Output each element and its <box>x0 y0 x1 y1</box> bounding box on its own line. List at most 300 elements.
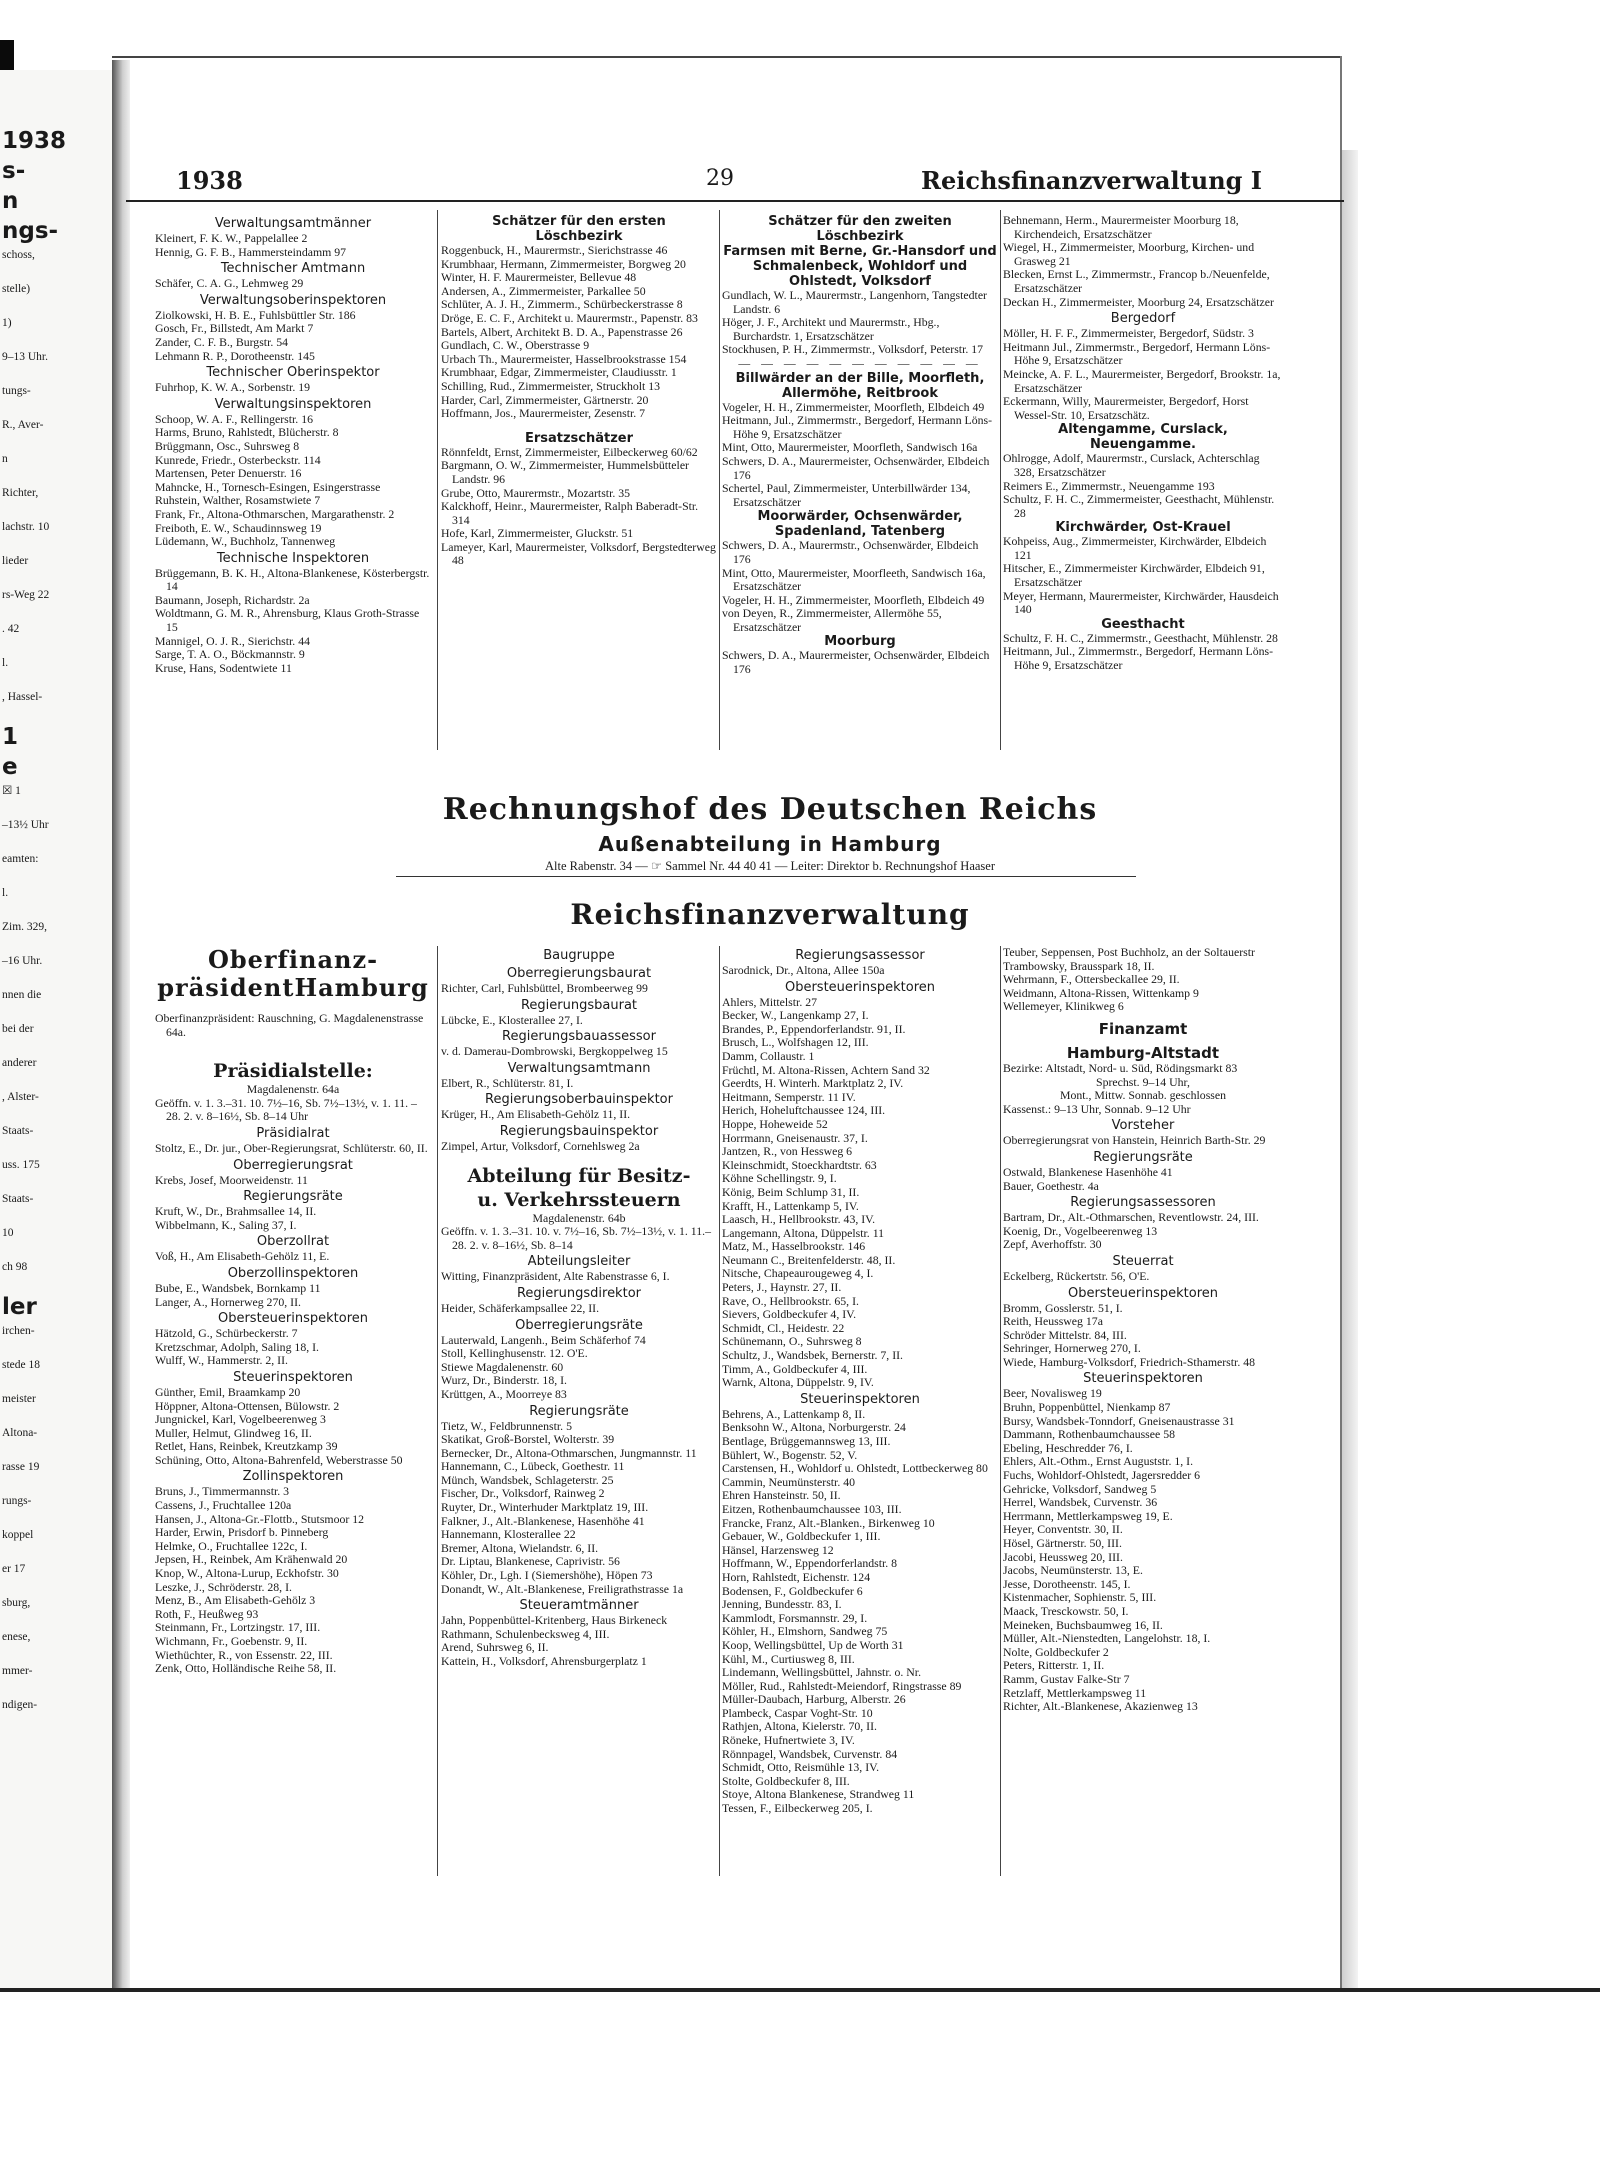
section-heading: Regierungsräte <box>529 1403 629 1419</box>
directory-entry: Meyer, Hermann, Maurermeister, Kirchwärder, Hausdeich 140 <box>1003 588 1279 617</box>
directory-entry: Kühl, M., Curtiusweg 8, III. <box>722 1651 855 1666</box>
section-heading: Regierungsassessoren <box>1070 1195 1216 1211</box>
column-divider <box>719 946 720 1876</box>
section-heading: Oberregierungsrat <box>233 1157 353 1173</box>
directory-entry: Ostwald, Blankenese Hasenhöhe 41 <box>1003 1164 1173 1179</box>
directory-entry: Timm, A., Goldbeckufer 4, III. <box>722 1361 868 1376</box>
spacer <box>155 1039 431 1049</box>
top-column-2 <box>441 214 717 568</box>
previous-page-fragment: rs-Weg 22 <box>2 589 50 601</box>
directory-entry: Jesse, Dorotheenstr. 145, I. <box>1003 1576 1131 1591</box>
directory-entry: Muller, Helmut, Glindweg 16, II. <box>155 1425 312 1440</box>
directory-entry: Bruhn, Poppenbüttel, Nienkamp 87 <box>1003 1400 1171 1415</box>
directory-entry: Ehlers, Alt.-Othm., Ernst Auguststr. 1, I. <box>1003 1454 1194 1469</box>
centered-note: Sprechst. 9–14 Uhr, <box>1096 1074 1190 1089</box>
directory-entry: Matz, M., Hasselbrookstr. 146 <box>722 1239 866 1254</box>
directory-entry: Hoffmann, Jos., Maurermeister, Zesenstr. 7 <box>441 406 646 421</box>
directory-entry: Andersen, A., Zimmermeister, Parkallee 50 <box>441 283 646 298</box>
directory-entry: Deckan H., Zimmermeister, Moorburg 24, Ersatzschätzer <box>1003 294 1274 309</box>
directory-entry: Nitsche, Chapeaurougeweg 4, I. <box>722 1266 874 1281</box>
directory-entry: Nolte, Goldbeckufer 2 <box>1003 1644 1109 1659</box>
section-heading: Obersteuerinspektoren <box>217 1311 369 1327</box>
top-column-4 <box>1003 214 1283 673</box>
previous-page-fragment: Staats- <box>2 1193 34 1205</box>
directory-entry: Behnemann, Herm., Maurermeister Moorburg 18, Kirchendeich, Ersatzschätzer <box>1003 213 1239 241</box>
directory-entry: Eckermann, Willy, Maurermeister, Bergedorf, Horst Wessel-Str. 10, Ersatzschätz. <box>1003 394 1249 422</box>
directory-entry: Bezirke: Altstadt, Nord- u. Süd, Rödingsmarkt 83 <box>1003 1060 1238 1075</box>
directory-entry: Herrmann, Mettlerkampsweg 19, E. <box>1003 1508 1173 1523</box>
previous-page-fragment: er 17 <box>2 1563 26 1575</box>
directory-entry: Sievers, Goldbeckufer 4, IV. <box>722 1307 857 1322</box>
directory-entry: Schwers, D. A., Maurermeister, Ochsenwärder, Elbdeich 176 <box>722 453 990 482</box>
section-heading: Schätzer für den zweiten <box>768 214 952 229</box>
directory-entry: Kunrede, Friedr., Osterbeckstr. 114 <box>155 452 321 467</box>
section-heading: Obersteuerinspektoren <box>784 979 936 995</box>
directory-entry: Elbert, R., Schlüterstr. 81, I. <box>441 1075 574 1090</box>
directory-entry: Knop, W., Altona-Lurup, Eckhofstr. 30 <box>155 1566 339 1581</box>
directory-entry: Schultz, J., Wandsbek, Bernerstr. 7, II. <box>722 1348 903 1363</box>
directory-entry: Heitmann, Semperstr. 11 IV. <box>722 1089 856 1104</box>
directory-entry: Kohpeiss, Aug., Zimmermeister, Kirchwärder, Elbdeich 121 <box>1003 534 1267 562</box>
directory-entry: Zimpel, Artur, Volksdorf, Cornehlsweg 2a <box>441 1138 640 1153</box>
directory-entry: Lüdemann, W., Buchholz, Tannenweg <box>155 534 336 549</box>
previous-page-fragment: 10 <box>2 1227 14 1239</box>
directory-entry: Lauterwald, Langenh., Beim Schäferhof 74 <box>441 1332 646 1347</box>
directory-entry: Koop, Wellingsbüttel, Up de Worth 31 <box>722 1637 904 1652</box>
directory-entry: Bernecker, Dr., Altona-Othmarschen, Jungmannstr. 11 <box>441 1445 697 1460</box>
header-rule <box>126 200 1344 202</box>
directory-entry: Fuhrhop, K. W. A., Sorbenstr. 19 <box>155 380 311 395</box>
directory-entry: Wichmann, Fr., Goebenstr. 9, II. <box>155 1634 308 1648</box>
directory-entry: Bartram, Dr., Alt.-Othmarschen, Reventlowstr. 24, III. <box>1003 1210 1259 1225</box>
directory-entry: Höger, J. F., Architekt und Maurermstr., Hbg., Burchardstr. 1, Ersatzschätzer <box>722 315 940 343</box>
directory-entry: Zenk, Otto, Holländische Reihe 58, II. <box>155 1661 337 1676</box>
office-title: präsidentHamburg <box>157 973 429 1002</box>
directory-entry: Wibbelmann, K., Saling 37, I. <box>155 1217 297 1232</box>
bottom-column-1 <box>155 946 431 1676</box>
directory-entry: Carstensen, H., Wohldorf u. Ohlstedt, Lottbeckerweg 80 <box>722 1461 988 1476</box>
directory-entry: Heyer, Conventstr. 30, II. <box>1003 1522 1123 1537</box>
directory-entry: Wiede, Hamburg-Volksdorf, Friedrich-Sthamerstr. 48 <box>1003 1354 1256 1369</box>
directory-entry: Peters, J., Haynstr. 27, II. <box>722 1280 842 1295</box>
column-divider <box>1000 210 1001 750</box>
directory-entry: Wiethüchter, R., von Essenstr. 22, III. <box>155 1647 333 1662</box>
section-heading: Steuerinspektoren <box>800 1391 920 1407</box>
directory-entry: Teuber, Seppensen, Post Buchholz, an der Soltauerstr <box>1003 945 1255 959</box>
section-heading: Ersatzschätzer <box>524 430 634 446</box>
directory-entry: Mint, Otto, Maurermeister, Moorfleth, Sandwisch 16a <box>722 440 978 455</box>
directory-entry: Schoop, W. A. F., Rellingerstr. 16 <box>155 411 313 426</box>
directory-entry: Müller-Daubach, Harburg, Alberstr. 26 <box>722 1692 906 1707</box>
directory-entry: Rathmann, Schulenbecksweg 4, III. <box>441 1626 610 1641</box>
directory-entry: Stoll, Kellinghusenstr. 12. O'E. <box>441 1346 588 1361</box>
directory-entry: Heitmann, Jul., Zimmermstr., Bergedorf, Hermann Löns-Höhe 9, Ersatzschätzer <box>722 413 993 441</box>
section-heading: Oberzollrat <box>256 1234 330 1250</box>
directory-entry: Bühlert, W., Bogenstr. 52, V. <box>722 1447 858 1462</box>
directory-entry: Urbach Th., Maurermeister, Hasselbrookstrasse 154 <box>441 351 687 366</box>
section-heading: Farmsen mit Berne, Gr.-Hansdorf und Schmalenbeck, Wohldorf und Ohlstedt, Volksdorf <box>723 244 997 289</box>
section-heading: Verwaltungsamtmann <box>507 1060 651 1076</box>
directory-entry: Tietz, W., Feldbrunnenstr. 5 <box>441 1418 572 1433</box>
directory-entry: Schultz, F. H. C., Zimmermstr., Geesthacht, Mühlenstr. 28 <box>1003 630 1278 645</box>
directory-entry: Wiegel, H., Zimmermeister, Moorburg, Kirchen- und Grasweg 21 <box>1003 240 1255 268</box>
directory-entry: Kassenst.: 9–13 Uhr, Sonnab. 9–12 Uhr <box>1003 1101 1191 1116</box>
section-heading: Oberregierungsräte <box>515 1317 643 1333</box>
previous-page-fragment: Staats- <box>2 1125 34 1137</box>
previous-page-fragment: n <box>2 188 19 214</box>
directory-entry: Schultz, F. H. C., Zimmermeister, Geesthacht, Mühlenstr. 28 <box>1003 492 1275 520</box>
previous-page-fragment: l. <box>2 887 9 899</box>
directory-entry: Schwers, D. A., Maurermeister, Ochsenwärder, Elbdeich 176 <box>722 648 990 677</box>
directory-entry: Möller, Rud., Rahlstedt-Meiendorf, Ringstrasse 89 <box>722 1678 962 1693</box>
previous-page-fragment: stelle) <box>2 283 31 295</box>
directory-entry: Dammann, Rothenbaumchaussee 58 <box>1003 1427 1175 1442</box>
section-heading: Steueramtmänner <box>519 1598 639 1614</box>
directory-entry: Vogeler, H. H., Zimmermeister, Moorfleth, Elbdeich 49 <box>722 399 985 414</box>
top-column-1 <box>155 214 431 675</box>
directory-entry: Vogeler, H. H., Zimmermeister, Moorfleth, Elbdeich 49 <box>722 592 985 607</box>
section-heading: Verwaltungsoberinspektoren <box>199 292 387 308</box>
section-heading: Obersteuerinspektoren <box>1067 1285 1219 1301</box>
directory-entry: Blecken, Ernst L., Zimmermstr., Francop b./Neuenfelde, Ersatzschätzer <box>1003 267 1270 295</box>
previous-page-fragment: Zim. 329, <box>2 921 48 933</box>
previous-page-fragment: 9–13 Uhr. <box>2 351 48 363</box>
directory-entry: Plambeck, Caspar Voght-Str. 10 <box>722 1705 873 1720</box>
directory-entry: Brusch, L., Wolfshagen 12, III. <box>722 1035 869 1050</box>
directory-entry: Weidmann, Altona-Rissen, Wittenkamp 9 <box>1003 985 1199 1000</box>
directory-entry: Schertel, Paul, Zimmermeister, Unterbillwärder 134, Ersatzschätzer <box>722 481 971 509</box>
previous-page-fragment: n <box>2 453 8 465</box>
separator-line: — — — — — — — — — — — <box>738 355 982 370</box>
directory-entry: Sehringer, Hornerweg 270, I. <box>1003 1341 1141 1356</box>
office-title: Oberfinanz- <box>207 945 379 974</box>
directory-entry: Rave, O., Hellbrookstr. 65, I. <box>722 1293 859 1308</box>
directory-entry: Bargmann, O. W., Zimmermeister, Hummelsbütteler Landstr. 96 <box>441 458 689 486</box>
previous-page-strip <box>0 70 112 1990</box>
previous-page-fragment: anderer <box>2 1057 37 1069</box>
previous-page-fragment: eamten: <box>2 853 39 865</box>
directory-entry: Schröder Mittelstr. 84, III. <box>1003 1327 1127 1342</box>
directory-entry: Dröge, E. C. F., Architekt u. Maurermstr., Papenstr. 83 <box>441 310 698 325</box>
directory-entry: Gundlach, W. L., Maurermstr., Langenhorn, Tangstedter Landstr. 6 <box>722 288 987 316</box>
directory-entry: Tessen, F., Eilbeckerweg 205, I. <box>722 1801 873 1816</box>
directory-entry: Schwers, D. A., Maurermstr., Ochsenwärder, Elbdeich 176 <box>722 538 979 566</box>
directory-entry: Geöffn. v. 1. 3.–31. 10. 7½–16, Sb. 7½–13½, v. 1. 11. – 28. 2. v. 8–16½, Sb. 8–14 Uhr <box>155 1095 417 1124</box>
directory-entry: Röneke, Hufnertwiete 3, IV. <box>722 1733 855 1748</box>
page-number: 29 <box>706 166 734 191</box>
department-title: Präsidialstelle: <box>213 1060 373 1083</box>
section-heading: Verwaltungsamtmänner <box>214 216 372 231</box>
directory-entry: Jungnickel, Karl, Vogelbeerenweg 3 <box>155 1412 326 1427</box>
previous-page-fragment: koppel <box>2 1529 34 1541</box>
directory-entry: Lindemann, Wellingsbüttel, Jahnstr. o. Nr. <box>722 1665 922 1680</box>
directory-entry: Lameyer, Karl, Maurermeister, Volksdorf, Bergstedterweg 48 <box>441 539 716 568</box>
previous-page-fragment: ngs- <box>2 218 59 244</box>
directory-entry: Harder, Erwin, Prisdorf b. Pinneberg <box>155 1525 329 1540</box>
directory-entry: Roth, F., Heußweg 93 <box>155 1606 259 1621</box>
directory-entry: Bodensen, F., Goldbeckufer 6 <box>722 1583 863 1598</box>
department-title: Abteilung für Besitz- <box>467 1164 691 1187</box>
section-heading: Zollinspektoren <box>242 1469 344 1485</box>
directory-entry: Gundlach, C. W., Oberstrasse 9 <box>441 338 590 353</box>
book-gutter <box>112 60 130 1990</box>
section-heading: Regierungsbauinspektor <box>499 1123 659 1139</box>
page-edge-shadow <box>1342 150 1358 1988</box>
previous-page-fragment: s- <box>2 158 26 184</box>
directory-entry: Retlet, Hans, Reinbek, Kreutzkamp 39 <box>155 1439 338 1454</box>
directory-entry: Krafft, H., Lattenkamp 5, IV. <box>722 1198 859 1213</box>
directory-entry: Jantzen, R., von Hessweg 6 <box>722 1144 853 1159</box>
previous-page-fragment: ch 98 <box>2 1261 28 1273</box>
previous-page-fragment: irchen- <box>2 1325 35 1337</box>
previous-page-fragment: rungs- <box>2 1495 32 1507</box>
directory-entry: Wurz, Dr., Binderstr. 18, I. <box>441 1373 567 1388</box>
centered-note: Magdalenenstr. 64a <box>246 1082 340 1097</box>
previous-page-fragment: mmer- <box>2 1665 33 1677</box>
directory-entry: Hannemann, Klosterallee 22 <box>441 1527 576 1542</box>
previous-page-fragment: stede 18 <box>2 1359 41 1371</box>
section-heading: Steuerrat <box>1112 1253 1174 1269</box>
section-heading: Technische Inspektoren <box>216 550 370 566</box>
directory-entry: Krüttgen, A., Moorreye 83 <box>441 1386 567 1401</box>
section-heading: Steuerinspektoren <box>1083 1371 1203 1387</box>
directory-entry: Ramm, Gustav Falke-Str 7 <box>1003 1671 1130 1686</box>
directory-entry: Reith, Heussweg 17a <box>1003 1314 1103 1329</box>
rechnungshof-title: Rechnungshof des Deutschen Reichs <box>442 792 1098 827</box>
directory-entry: Warnk, Altona, Düppelstr. 9, IV. <box>722 1375 874 1390</box>
directory-entry: Rathjen, Altona, Kielerstr. 70, II. <box>722 1719 877 1734</box>
directory-entry: Retzlaff, Mettlerkampsweg 11 <box>1003 1685 1147 1700</box>
previous-page-fragment: ndigen- <box>2 1699 38 1711</box>
directory-entry: Reimers E., Zimmermstr., Neuengamme 193 <box>1003 478 1215 493</box>
directory-entry: Neumann C., Breitenfelderstr. 48, II. <box>722 1252 896 1267</box>
column-divider <box>437 946 438 1876</box>
directory-entry: Hofe, Karl, Zimmermeister, Gluckstr. 51 <box>441 526 634 541</box>
directory-entry: Oberfinanzpräsident: Rauschning, G. Magdalenenstrasse 64a. <box>155 1011 424 1039</box>
directory-entry: Brüggemann, B. K. H., Altona-Blankenese, Kösterbergstr. 14 <box>155 565 430 594</box>
directory-entry: Skatikat, Groß-Borstel, Wolterstr. 39 <box>441 1432 615 1447</box>
section-heading: Löschbezirk <box>535 229 623 244</box>
directory-entry: Koenig, Dr., Vogelbeerenweg 13 <box>1003 1223 1158 1238</box>
directory-entry: Ohlrogge, Adolf, Maurermstr., Curslack, Achterschlag 328, Ersatzschätzer <box>1003 451 1260 479</box>
directory-entry: Bauer, Goethestr. 4a <box>1003 1178 1099 1193</box>
previous-page-fragment: , Alster- <box>2 1091 39 1103</box>
directory-entry: Richter, Carl, Fuhlsbüttel, Brombeerweg 99 <box>441 981 648 995</box>
section-heading: Präsidialrat <box>256 1125 330 1141</box>
directory-entry: Beer, Novalisweg 19 <box>1003 1386 1102 1401</box>
directory-entry: Laasch, H., Hellbrookstr. 43, IV. <box>722 1212 876 1227</box>
directory-entry: Gosch, Fr., Billstedt, Am Markt 7 <box>155 321 314 336</box>
directory-entry: Sarge, T. A. O., Böckmannstr. 9 <box>155 647 305 662</box>
previous-page-fragment: e <box>2 754 18 780</box>
directory-entry: Krumbhaar, Edgar, Zimmermeister, Claudiusstr. 1 <box>441 365 677 380</box>
directory-entry: Hoffmann, W., Eppendorferlandstr. 8 <box>722 1556 898 1571</box>
directory-entry: Krumbhaar, Hermann, Zimmermeister, Borgweg 20 <box>441 256 686 271</box>
directory-entry: Bursy, Wandsbek-Tonndorf, Gneisenaustrasse 31 <box>1003 1413 1235 1428</box>
bottom-column-4 <box>1003 946 1283 1714</box>
directory-entry: Zander, C. F. B., Burgstr. 54 <box>155 334 289 349</box>
previous-page-fragment: lachstr. 10 <box>2 521 50 533</box>
directory-entry: Langemann, Altona, Düppelstr. 11 <box>722 1225 885 1240</box>
directory-entry: Schmidt, Cl., Heidestr. 22 <box>722 1320 845 1335</box>
previous-page-fragment: ☒ 1 <box>2 785 21 797</box>
page-edge-bottom <box>0 1988 1600 1992</box>
previous-page-fragment: nnen die <box>2 989 42 1001</box>
header-year: 1938 <box>176 166 243 195</box>
directory-entry: Cammin, Neumünsterstr. 40 <box>722 1474 856 1489</box>
directory-entry: Gebauer, W., Goldbeckufer 1, III. <box>722 1529 881 1544</box>
directory-entry: Kattein, H., Volksdorf, Ahrensburgerplatz 1 <box>441 1654 647 1668</box>
previous-page-fragment: . 42 <box>2 623 20 635</box>
section-heading: Regierungsbaurat <box>520 997 638 1013</box>
directory-entry: Lehmann R. P., Dorotheenstr. 145 <box>155 348 315 363</box>
directory-entry: Stoltz, E., Dr. jur., Ober-Regierungsrat, Schlüterstr. 60, II. <box>155 1140 428 1155</box>
directory-entry: Eitzen, Rothenbaumchaussee 103, III. <box>722 1501 902 1516</box>
directory-entry: Mahncke, H., Tornesch-Esingen, Esingerstrasse <box>155 479 381 494</box>
previous-page-fragment: meister <box>2 1393 36 1405</box>
centered-note: Mont., Mittw. Sonnab. geschlossen <box>1059 1088 1227 1103</box>
directory-entry: Hösel, Gärtnerstr. 50, III. <box>1003 1536 1122 1550</box>
centered-note: Magdalenenstr. 64b <box>532 1210 626 1225</box>
directory-entry: Stolte, Goldbeckufer 8, III. <box>722 1773 850 1788</box>
previous-page-fragment: 1 <box>2 724 19 750</box>
directory-entry: Möller, H. F. F., Zimmermeister, Bergedorf, Südstr. 3 <box>1003 326 1254 341</box>
directory-entry: Schünemann, O., Suhrsweg 8 <box>722 1334 862 1349</box>
directory-entry: Kalckhoff, Heinr., Maurermeister, Ralph Baberadt-Str. 314 <box>441 499 699 527</box>
directory-entry: Schilling, Rud., Zimmermeister, Struckholt 13 <box>441 378 661 393</box>
rechnungshof-address: Alte Rabenstr. 34 — ☞ Sammel Nr. 44 40 41 — Leiter: Direktor b. Rechnungshof Haaser <box>544 859 995 873</box>
previous-page-fragment: Altona- <box>2 1427 38 1439</box>
rechnungshof-subtitle: Außenabteilung in Hamburg <box>598 832 942 856</box>
section-heading: Vorsteher <box>1111 1118 1175 1134</box>
previous-page-fragment: R., Aver- <box>2 419 44 431</box>
top-column-3 <box>722 214 998 677</box>
directory-entry: Ruhstein, Walther, Rosamstwiete 7 <box>155 493 321 508</box>
directory-entry: Kistenmacher, Sophienstr. 5, III. <box>1003 1590 1157 1605</box>
directory-entry: Baumann, Joseph, Richardstr. 2a <box>155 592 310 607</box>
section-rule <box>396 876 1136 877</box>
running-header <box>176 166 1262 196</box>
directory-entry: Schäfer, C. A. G., Lehmweg 29 <box>155 276 304 291</box>
directory-entry: Kruft, W., Dr., Brahmsallee 14, II. <box>155 1204 317 1219</box>
directory-entry: Bube, E., Wandsbek, Bornkamp 11 <box>155 1280 321 1295</box>
directory-entry: Fischer, Dr., Volksdorf, Rainweg 2 <box>441 1486 605 1501</box>
directory-entry: Schmidt, Otto, Reismühle 13, IV. <box>722 1760 880 1775</box>
directory-entry: Fuchs, Wohldorf-Ohlstedt, Jagersredder 6 <box>1003 1468 1201 1483</box>
directory-entry: Jacobs, Neumünsterstr. 13, E. <box>1003 1563 1143 1578</box>
directory-entry: Hoppe, Hoheweide 52 <box>722 1116 828 1131</box>
directory-entry: Herich, Hoheluftchaussee 124, III. <box>722 1103 886 1118</box>
section-heading: Verwaltungsinspektoren <box>214 396 372 412</box>
previous-page-fragment: Richter, <box>2 487 39 499</box>
directory-entry: Rönnpagel, Wandsbek, Curvenstr. 84 <box>722 1746 898 1761</box>
directory-entry: Brandes, P., Eppendorferlandstr. 91, II. <box>722 1021 906 1036</box>
previous-page-fragment: –13½ Uhr <box>2 819 49 831</box>
section-heading: Moorburg <box>824 634 896 650</box>
directory-entry: Woldtmann, G. M. R., Ahrensburg, Klaus Groth-Strasse 15 <box>155 606 420 635</box>
header-title: Reichsfinanzverwaltung I <box>921 166 1262 195</box>
directory-entry: Frank, Fr., Altona-Othmarschen, Margarathenstr. 2 <box>155 506 395 521</box>
directory-entry: Bremer, Altona, Wielandstr. 6, II. <box>441 1540 599 1555</box>
directory-entry: Harder, Carl, Zimmermeister, Gärtnerstr. 20 <box>441 392 649 407</box>
directory-entry: Jenning, Bundesstr. 83, I. <box>722 1597 842 1612</box>
directory-entry: Wehrmann, F., Ottersbeckallee 29, II. <box>1003 972 1180 987</box>
bottom-column-2 <box>441 946 717 1669</box>
directory-entry: Cassens, J., Fruchtallee 120a <box>155 1498 292 1513</box>
directory-entry: Behrens, A., Lattenkamp 8, II. <box>722 1406 866 1421</box>
section-heading: Altengamme, Curslack, Neuengamme. <box>1058 422 1228 453</box>
directory-entry: Krüger, H., Am Elisabeth-Gehölz 11, II. <box>441 1107 631 1122</box>
directory-entry: Helmke, O., Fruchtallee 122c, I. <box>155 1538 308 1553</box>
directory-entry: Hänsel, Harzensweg 12 <box>722 1542 834 1557</box>
bottom-column-3 <box>722 946 998 1816</box>
directory-entry: Kretzschmar, Adolph, Saling 18, I. <box>155 1339 319 1354</box>
directory-entry: Ahlers, Mittelstr. 27 <box>722 994 818 1009</box>
section-heading: Billwärder an der Bille, Moorfleth, Allermöhe, Reitbrook <box>735 370 985 401</box>
directory-entry: Sarodnick, Dr., Altona, Allee 150a <box>722 963 885 977</box>
directory-entry: Bartels, Albert, Architekt B. D. A., Papenstrasse 26 <box>441 324 683 339</box>
previous-page-fragment: bei der <box>2 1023 34 1035</box>
directory-entry: Benksohn W., Altona, Norburgerstr. 24 <box>722 1420 906 1435</box>
directory-entry: Früchtl, M. Altona-Rissen, Achtern Sand 32 <box>722 1062 930 1077</box>
previous-page-fragment: tungs- <box>2 385 31 397</box>
section-heading: Baugruppe <box>543 948 615 963</box>
directory-entry: Wellemeyer, Klinikweg 6 <box>1003 999 1124 1014</box>
directory-entry: Münch, Wandsbek, Schlageterstr. 25 <box>441 1472 614 1487</box>
directory-entry: Meincke, A. F. L., Maurermeister, Bergedorf, Brookstr. 1a, Ersatzschätzer <box>1003 366 1281 395</box>
directory-entry: Brüggmann, Osc., Suhrsweg 8 <box>155 438 300 453</box>
directory-entry: Ruyter, Dr., Winterhuder Marktplatz 19, III. <box>441 1500 649 1515</box>
section-heading: Löschbezirk <box>816 229 904 244</box>
directory-entry: Grube, Otto, Maurermstr., Mozartstr. 35 <box>441 485 631 500</box>
directory-entry: Horn, Rahlstedt, Eichenstr. 124 <box>722 1569 871 1584</box>
directory-entry: Köhne Schellingstr. 9, I. <box>722 1171 837 1186</box>
directory-entry: Hannemann, C., Lübeck, Goethestr. 11 <box>441 1459 625 1474</box>
section-heading: Regierungsassessor <box>795 948 925 963</box>
page-edge-top <box>112 56 1342 58</box>
directory-entry: Höppner, Altona-Ottensen, Bülowstr. 2 <box>155 1398 340 1413</box>
directory-entry: Dr. Liptau, Blankenese, Caprivistr. 56 <box>441 1554 620 1569</box>
directory-entry: Heitmann Jul., Zimmermstr., Bergedorf, Hermann Löns-Höhe 9, Ersatzschätzer <box>1003 339 1271 368</box>
department-title: u. Verkehrssteuern <box>477 1188 681 1211</box>
office-heading: Finanzamt <box>1098 1019 1188 1038</box>
directory-entry: Kruse, Hans, Sodentwiete 11 <box>155 660 292 675</box>
directory-entry: Mint, Otto, Maurermeister, Moorfleeth, Sandwisch 16a, Ersatzschätzer <box>722 565 986 594</box>
directory-entry: Krebs, Josef, Moorweidenstr. 11 <box>155 1172 308 1187</box>
directory-entry: Langer, A., Hornerweg 270, II. <box>155 1294 301 1309</box>
section-heading: Regierungsräte <box>243 1189 343 1205</box>
section-heading: Technischer Amtmann <box>220 261 366 277</box>
previous-page-fragment: uss. 175 <box>2 1159 40 1171</box>
directory-entry: Stiewe Magdalenenstr. 60 <box>441 1359 564 1374</box>
previous-page-fragment: schoss, <box>2 249 35 261</box>
directory-entry: Maack, Tresckowstr. 50, I. <box>1003 1603 1129 1618</box>
directory-entry: Köhler, Dr., Lgh. I (Siemershöhe), Höpen 73 <box>441 1568 653 1583</box>
directory-entry: Ebeling, Heschredder 76, I. <box>1003 1440 1133 1455</box>
section-heading: Kirchwärder, Ost-Krauel <box>1055 520 1231 536</box>
previous-page-fragment: rasse 19 <box>2 1461 40 1473</box>
directory-entry: Roggenbuck, H., Maurermstr., Sierichstrasse 46 <box>441 243 668 257</box>
previous-page-fragment: 1) <box>2 317 12 329</box>
directory-entry: Francke, Franz, Alt.-Blanken., Birkenweg 10 <box>722 1515 935 1530</box>
directory-entry: Voß, H., Am Elisabeth-Gehölz 11, E. <box>155 1249 330 1264</box>
column-divider <box>437 210 438 750</box>
directory-entry: Heitmann, Jul., Zimmermstr., Bergedorf, Hermann Löns-Höhe 9, Ersatzschätzer <box>1003 644 1274 673</box>
section-heading: Steuerinspektoren <box>233 1369 353 1385</box>
directory-entry: Oberregierungsrat von Hanstein, Heinrich Barth-Str. 29 <box>1003 1133 1266 1148</box>
directory-entry: Schlüter, A. J. H., Zimmerm., Schürbeckerstrasse 8 <box>441 297 683 312</box>
directory-entry: Hansen, J., Altona-Gr.-Flottb., Stutsmoor 12 <box>155 1511 365 1526</box>
